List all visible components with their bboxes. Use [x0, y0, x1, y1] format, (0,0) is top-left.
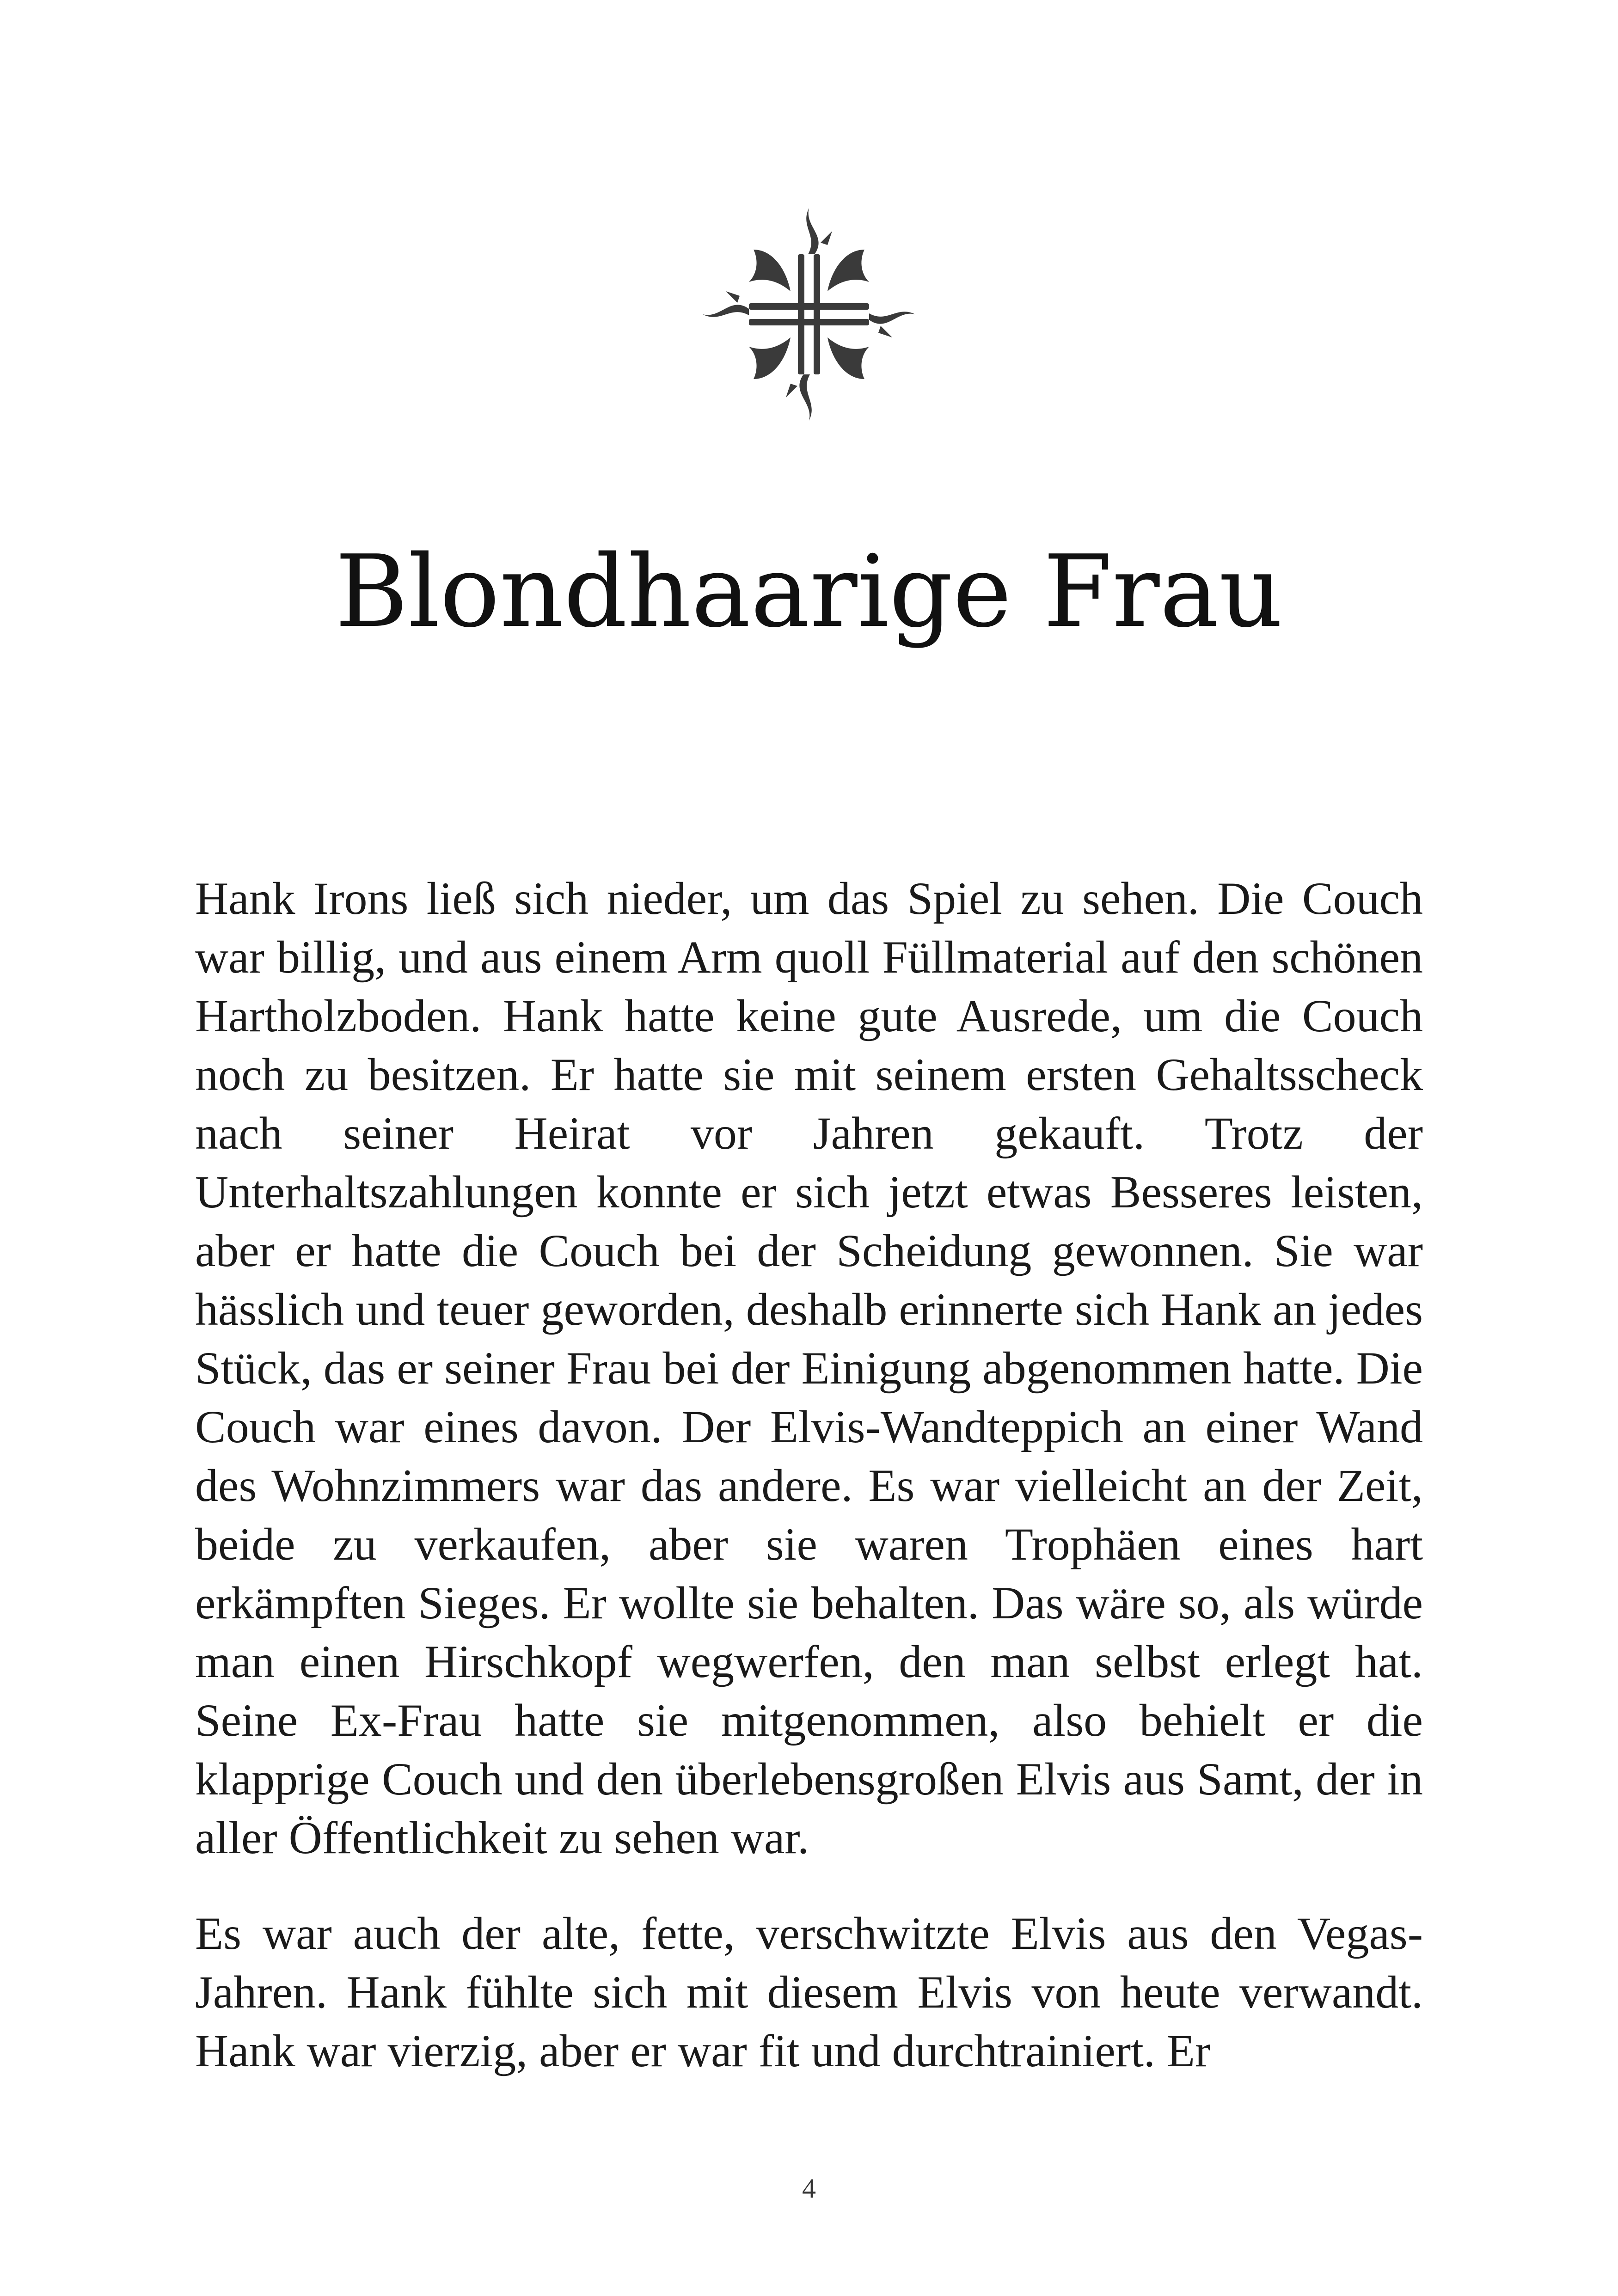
chapter-body: [195, 869, 1423, 2117]
chapter-title: Blondhaarige Frau: [335, 533, 1283, 649]
paragraph: Es war auch der alte, fette, verschwitzte Elvis aus den Vegas-Jahren. Hank fühlte sich mit diesem Elvis von heute verwandt. Hank war vierzig, aber er war fit und durchtrainiert. Er: [195, 1908, 1423, 2076]
page-number: 4: [802, 2173, 816, 2204]
paragraph: Hank Irons ließ sich nieder, um das Spiel zu sehen. Die Couch war billig, und aus einem Arm quoll Füllmaterial auf den schönen Hartholzboden. Hank hatte keine gute Ausrede, um die Couch noch zu besitzen. Er hatte sie mit seinem ersten Gehaltsscheck nach seiner Heirat vor Jahren gekauft. Trotz der Unterhaltszahlungen konnte er sich jetzt etwas Besseres leisten, aber er hatte die Couch bei der Scheidung gewonnen. Sie war hässlich und teuer geworden, deshalb erinnerte sich Hank an jedes Stück, das er seiner Frau bei der Einigung abgenommen hatte. Die Couch war eines davon. Der Elvis-Wandteppich an einer Wand des Wohnzimmers war das andere. Es war vielleicht an der Zeit, beide zu verkaufen, aber sie waren Trophäen eines hart erkämpften Sieges. Er wollte sie behalten. Das wäre so, als würde man einen Hirschkopf wegwerfen, den man selbst erlegt hat. Seine Ex-Frau hatte sie mitgenommen, also behielt er die klapprige Couch und den überlebensgroßen Elvis aus Samt, der in aller Öffentlichkeit zu sehen war.: [195, 873, 1423, 1863]
celtic-cross-ornament-icon: [693, 199, 925, 430]
